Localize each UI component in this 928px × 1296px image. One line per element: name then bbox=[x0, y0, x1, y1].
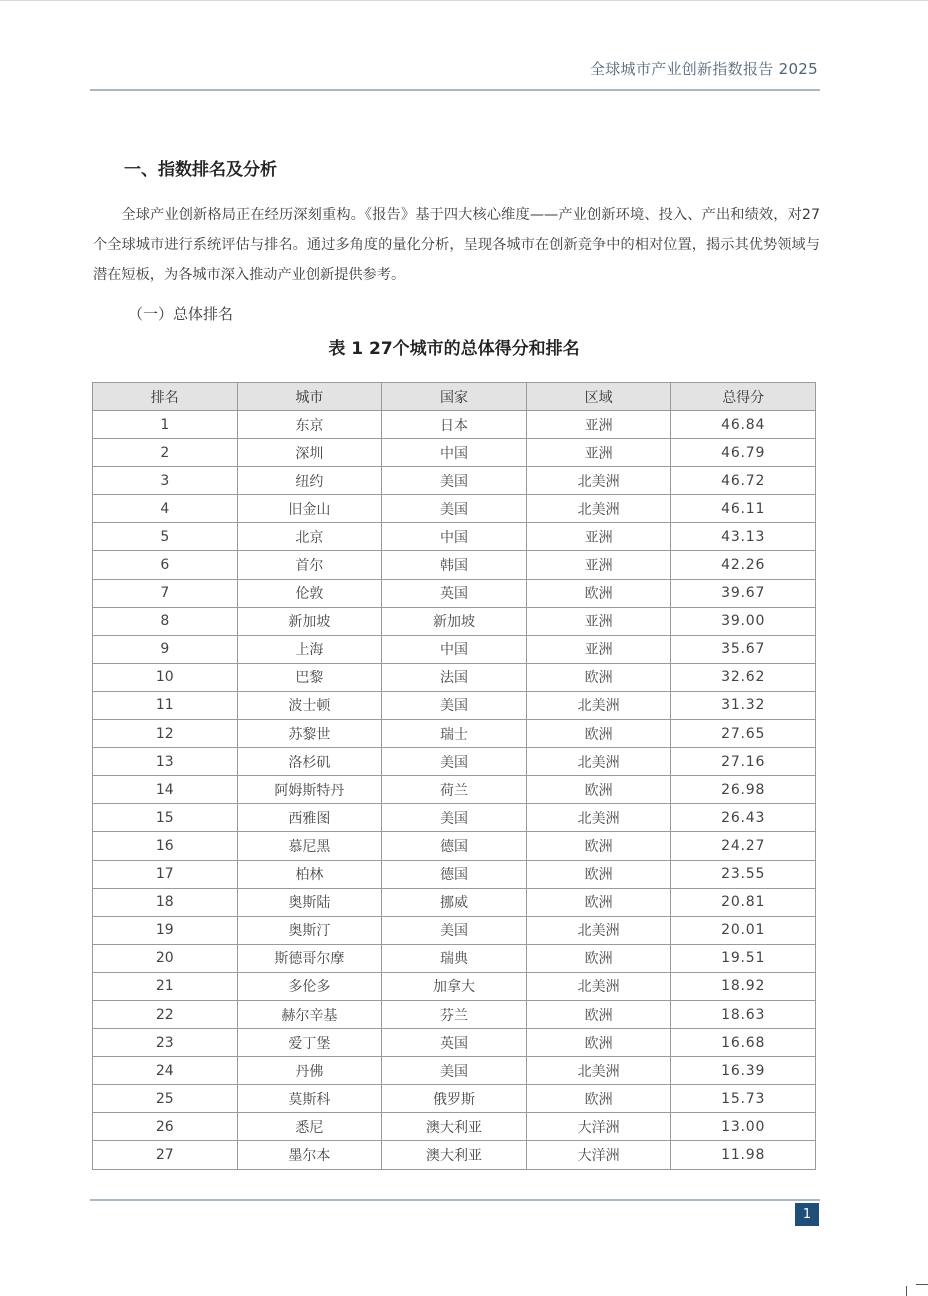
cell-score: 26.43 bbox=[671, 804, 816, 832]
cell-country: 澳大利亚 bbox=[382, 1141, 527, 1169]
cell-rank: 2 bbox=[93, 439, 238, 467]
cell-region: 北美洲 bbox=[526, 804, 671, 832]
cell-region: 欧洲 bbox=[526, 720, 671, 748]
intro-paragraph: 全球产业创新格局正在经历深刻重构。《报告》基于四大核心维度——产业创新环境、投入、产出和绩效，对27个全球城市进行系统评估与排名。通过多角度的量化分析，呈现各城市在创新竞争中的相对位置，揭示其优势领域与潜在短板，为各城市深入推动产业创新提供参考。 bbox=[93, 207, 820, 283]
cell-score: 24.27 bbox=[671, 832, 816, 860]
cell-city: 赫尔辛基 bbox=[237, 1000, 382, 1028]
cell-city: 慕尼黑 bbox=[237, 832, 382, 860]
cell-score: 23.55 bbox=[671, 860, 816, 888]
section-heading: 一、指数排名及分析 bbox=[124, 160, 277, 180]
subsection-heading: （一）总体排名 bbox=[128, 305, 234, 323]
table-row bbox=[93, 916, 816, 944]
table-body bbox=[93, 411, 816, 1170]
cell-city: 柏林 bbox=[237, 860, 382, 888]
cell-rank: 10 bbox=[93, 663, 238, 691]
cell-score: 46.72 bbox=[671, 467, 816, 495]
cell-rank: 1 bbox=[93, 411, 238, 439]
cell-region: 欧洲 bbox=[526, 944, 671, 972]
cell-score: 46.84 bbox=[671, 411, 816, 439]
crop-mark-vertical bbox=[906, 1286, 907, 1296]
table-header-row bbox=[93, 383, 816, 411]
cell-city: 莫斯科 bbox=[237, 1085, 382, 1113]
cell-country: 美国 bbox=[382, 1057, 527, 1085]
cell-score: 42.26 bbox=[671, 551, 816, 579]
cell-region: 北美洲 bbox=[526, 495, 671, 523]
table-row bbox=[93, 579, 816, 607]
table-row bbox=[93, 495, 816, 523]
cell-city: 洛杉矶 bbox=[237, 748, 382, 776]
cell-rank: 11 bbox=[93, 691, 238, 719]
cell-rank: 15 bbox=[93, 804, 238, 832]
table-row bbox=[93, 888, 816, 916]
cell-region: 北美洲 bbox=[526, 467, 671, 495]
table-row bbox=[93, 860, 816, 888]
column-header-region: 区域 bbox=[526, 383, 671, 411]
table-row bbox=[93, 1029, 816, 1057]
table-caption: 表 1 27个城市的总体得分和排名 bbox=[328, 339, 580, 359]
cell-city: 旧金山 bbox=[237, 495, 382, 523]
header-divider bbox=[90, 89, 820, 91]
cell-score: 15.73 bbox=[671, 1085, 816, 1113]
cell-region: 亚洲 bbox=[526, 411, 671, 439]
cell-score: 11.98 bbox=[671, 1141, 816, 1169]
column-header-rank: 排名 bbox=[93, 383, 238, 411]
table-row bbox=[93, 1000, 816, 1028]
cell-region: 亚洲 bbox=[526, 635, 671, 663]
table-row bbox=[93, 411, 816, 439]
footer-divider bbox=[90, 1199, 820, 1201]
cell-score: 27.65 bbox=[671, 720, 816, 748]
cell-city: 阿姆斯特丹 bbox=[237, 776, 382, 804]
cell-rank: 4 bbox=[93, 495, 238, 523]
cell-country: 美国 bbox=[382, 467, 527, 495]
cell-score: 27.16 bbox=[671, 748, 816, 776]
cell-rank: 21 bbox=[93, 972, 238, 1000]
cell-country: 美国 bbox=[382, 804, 527, 832]
cell-region: 亚洲 bbox=[526, 607, 671, 635]
cell-city: 丹佛 bbox=[237, 1057, 382, 1085]
cell-country: 美国 bbox=[382, 691, 527, 719]
cell-country: 法国 bbox=[382, 663, 527, 691]
cell-country: 中国 bbox=[382, 635, 527, 663]
cell-country: 中国 bbox=[382, 439, 527, 467]
cell-country: 英国 bbox=[382, 579, 527, 607]
cell-score: 39.00 bbox=[671, 607, 816, 635]
table-row bbox=[93, 1141, 816, 1169]
cell-region: 欧洲 bbox=[526, 1085, 671, 1113]
cell-region: 北美洲 bbox=[526, 748, 671, 776]
cell-country: 德国 bbox=[382, 860, 527, 888]
cell-score: 43.13 bbox=[671, 523, 816, 551]
cell-rank: 8 bbox=[93, 607, 238, 635]
cell-rank: 22 bbox=[93, 1000, 238, 1028]
running-header-title: 全球城市产业创新指数报告 2025 bbox=[589, 60, 818, 78]
table-row bbox=[93, 1057, 816, 1085]
cell-region: 亚洲 bbox=[526, 523, 671, 551]
cell-city: 新加坡 bbox=[237, 607, 382, 635]
table-row bbox=[93, 439, 816, 467]
column-header-city: 城市 bbox=[237, 383, 382, 411]
cell-country: 美国 bbox=[382, 916, 527, 944]
table-row bbox=[93, 776, 816, 804]
cell-city: 巴黎 bbox=[237, 663, 382, 691]
cell-region: 欧洲 bbox=[526, 1000, 671, 1028]
cell-rank: 24 bbox=[93, 1057, 238, 1085]
cell-city: 西雅图 bbox=[237, 804, 382, 832]
table-row bbox=[93, 832, 816, 860]
cell-country: 美国 bbox=[382, 748, 527, 776]
table-row bbox=[93, 607, 816, 635]
crop-mark-horizontal bbox=[916, 1284, 928, 1285]
cell-city: 多伦多 bbox=[237, 972, 382, 1000]
cell-score: 16.39 bbox=[671, 1057, 816, 1085]
cell-rank: 5 bbox=[93, 523, 238, 551]
cell-country: 俄罗斯 bbox=[382, 1085, 527, 1113]
cell-score: 46.79 bbox=[671, 439, 816, 467]
cell-region: 亚洲 bbox=[526, 551, 671, 579]
cell-score: 19.51 bbox=[671, 944, 816, 972]
cell-score: 35.67 bbox=[671, 635, 816, 663]
table-row bbox=[93, 691, 816, 719]
column-header-score: 总得分 bbox=[671, 383, 816, 411]
cell-city: 波士顿 bbox=[237, 691, 382, 719]
table-row bbox=[93, 720, 816, 748]
cell-score: 31.32 bbox=[671, 691, 816, 719]
cell-city: 纽约 bbox=[237, 467, 382, 495]
cell-region: 亚洲 bbox=[526, 439, 671, 467]
cell-city: 悉尼 bbox=[237, 1113, 382, 1141]
cell-country: 荷兰 bbox=[382, 776, 527, 804]
cell-city: 东京 bbox=[237, 411, 382, 439]
cell-rank: 7 bbox=[93, 579, 238, 607]
cell-country: 挪威 bbox=[382, 888, 527, 916]
cell-country: 瑞典 bbox=[382, 944, 527, 972]
cell-score: 32.62 bbox=[671, 663, 816, 691]
cell-region: 北美洲 bbox=[526, 1057, 671, 1085]
table-row bbox=[93, 523, 816, 551]
cell-score: 39.67 bbox=[671, 579, 816, 607]
cell-city: 上海 bbox=[237, 635, 382, 663]
cell-score: 26.98 bbox=[671, 776, 816, 804]
cell-country: 加拿大 bbox=[382, 972, 527, 1000]
cell-city: 伦敦 bbox=[237, 579, 382, 607]
cell-rank: 6 bbox=[93, 551, 238, 579]
table-row bbox=[93, 551, 816, 579]
cell-city: 苏黎世 bbox=[237, 720, 382, 748]
column-header-country: 国家 bbox=[382, 383, 527, 411]
cell-region: 欧洲 bbox=[526, 888, 671, 916]
cell-country: 澳大利亚 bbox=[382, 1113, 527, 1141]
cell-city: 奥斯汀 bbox=[237, 916, 382, 944]
cell-region: 欧洲 bbox=[526, 663, 671, 691]
cell-score: 16.68 bbox=[671, 1029, 816, 1057]
cell-city: 奥斯陆 bbox=[237, 888, 382, 916]
cell-country: 德国 bbox=[382, 832, 527, 860]
cell-rank: 12 bbox=[93, 720, 238, 748]
cell-region: 大洋洲 bbox=[526, 1113, 671, 1141]
cell-region: 北美洲 bbox=[526, 972, 671, 1000]
table-row bbox=[93, 804, 816, 832]
cell-country: 日本 bbox=[382, 411, 527, 439]
cell-country: 中国 bbox=[382, 523, 527, 551]
cell-city: 斯德哥尔摩 bbox=[237, 944, 382, 972]
cell-rank: 13 bbox=[93, 748, 238, 776]
cell-rank: 19 bbox=[93, 916, 238, 944]
table-row bbox=[93, 635, 816, 663]
table-row bbox=[93, 944, 816, 972]
cell-score: 46.11 bbox=[671, 495, 816, 523]
cell-rank: 9 bbox=[93, 635, 238, 663]
cell-country: 韩国 bbox=[382, 551, 527, 579]
cell-rank: 23 bbox=[93, 1029, 238, 1057]
cell-rank: 27 bbox=[93, 1141, 238, 1169]
top-edge-rule bbox=[0, 0, 928, 1]
table-row bbox=[93, 1085, 816, 1113]
cell-score: 13.00 bbox=[671, 1113, 816, 1141]
table-row bbox=[93, 748, 816, 776]
cell-city: 北京 bbox=[237, 523, 382, 551]
cell-rank: 26 bbox=[93, 1113, 238, 1141]
cell-score: 18.92 bbox=[671, 972, 816, 1000]
cell-rank: 18 bbox=[93, 888, 238, 916]
cell-score: 20.01 bbox=[671, 916, 816, 944]
cell-country: 美国 bbox=[382, 495, 527, 523]
cell-score: 18.63 bbox=[671, 1000, 816, 1028]
cell-region: 欧洲 bbox=[526, 832, 671, 860]
table-row bbox=[93, 467, 816, 495]
ranking-table bbox=[92, 382, 816, 1170]
cell-region: 欧洲 bbox=[526, 579, 671, 607]
cell-city: 首尔 bbox=[237, 551, 382, 579]
cell-rank: 17 bbox=[93, 860, 238, 888]
cell-country: 瑞士 bbox=[382, 720, 527, 748]
cell-score: 20.81 bbox=[671, 888, 816, 916]
cell-rank: 25 bbox=[93, 1085, 238, 1113]
cell-rank: 16 bbox=[93, 832, 238, 860]
cell-city: 墨尔本 bbox=[237, 1141, 382, 1169]
table-row bbox=[93, 972, 816, 1000]
cell-region: 欧洲 bbox=[526, 776, 671, 804]
cell-region: 欧洲 bbox=[526, 860, 671, 888]
cell-region: 大洋洲 bbox=[526, 1141, 671, 1169]
cell-city: 深圳 bbox=[237, 439, 382, 467]
cell-country: 芬兰 bbox=[382, 1000, 527, 1028]
cell-region: 北美洲 bbox=[526, 916, 671, 944]
cell-city: 爱丁堡 bbox=[237, 1029, 382, 1057]
cell-rank: 14 bbox=[93, 776, 238, 804]
page-number-badge: 1 bbox=[795, 1203, 819, 1226]
cell-country: 新加坡 bbox=[382, 607, 527, 635]
cell-country: 英国 bbox=[382, 1029, 527, 1057]
cell-region: 北美洲 bbox=[526, 691, 671, 719]
table-row bbox=[93, 663, 816, 691]
cell-rank: 20 bbox=[93, 944, 238, 972]
cell-region: 欧洲 bbox=[526, 1029, 671, 1057]
cell-rank: 3 bbox=[93, 467, 238, 495]
table-row bbox=[93, 1113, 816, 1141]
